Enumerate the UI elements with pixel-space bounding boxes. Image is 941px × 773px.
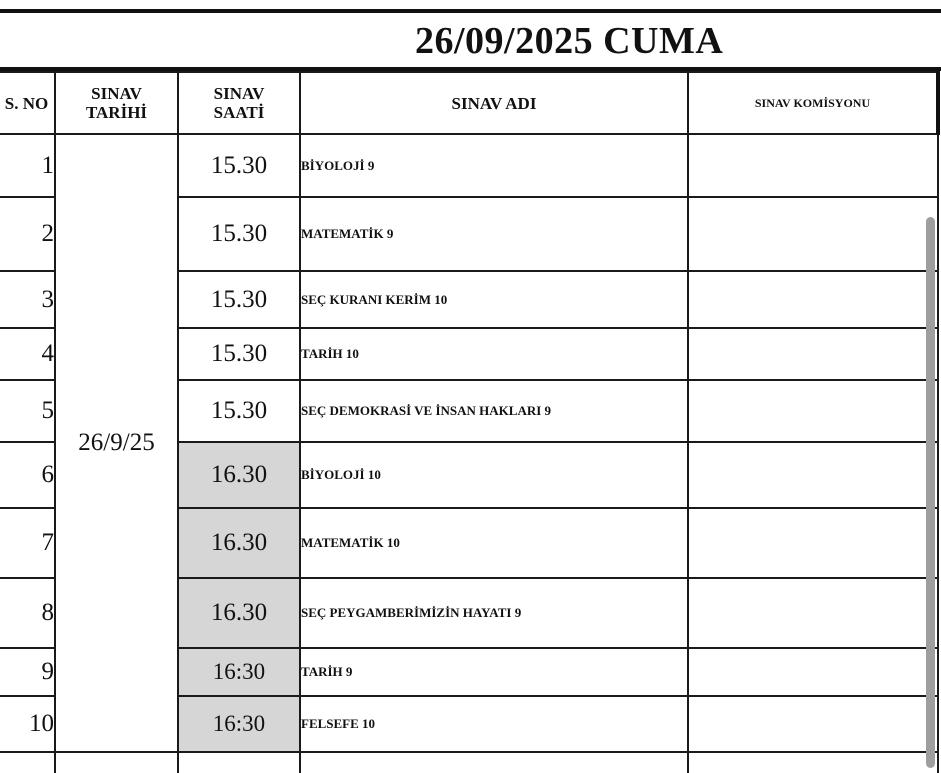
- row-number: 4: [0, 328, 55, 380]
- commission-cell: [688, 508, 938, 578]
- row-number: 10: [0, 696, 55, 752]
- exam-time: 15.30: [178, 271, 300, 328]
- row-number: 3: [0, 271, 55, 328]
- commission-cell: [688, 696, 938, 752]
- commission-cell: [688, 197, 938, 271]
- exam-time: 16.30: [178, 578, 300, 648]
- row-number: 7: [0, 508, 55, 578]
- exam-schedule-table: [0, 71, 940, 773]
- exam-name: TARİH 9: [300, 648, 688, 696]
- exam-name: SEÇ PEYGAMBERİMİZİN HAYATI 9: [300, 578, 688, 648]
- exam-time: 15.30: [178, 328, 300, 380]
- header-row: [0, 72, 938, 134]
- commission-cell: [688, 578, 938, 648]
- header-date-line1: SINAV: [91, 84, 142, 103]
- partial-cell: [688, 752, 938, 773]
- header-date-line2: TARİHİ: [85, 103, 148, 122]
- header-time: [178, 72, 300, 134]
- exam-name: SEÇ KURANI KERİM 10: [300, 271, 688, 328]
- exam-name: FELSEFE 10: [300, 696, 688, 752]
- header-exam-name: SINAV ADI: [300, 72, 688, 134]
- exam-time: 16.30: [178, 442, 300, 508]
- exam-time: 15.30: [178, 380, 300, 442]
- exam-name: MATEMATİK 10: [300, 508, 688, 578]
- exam-name: BİYOLOJİ 10: [300, 442, 688, 508]
- header-date: [55, 72, 178, 134]
- vertical-scrollbar[interactable]: [926, 217, 935, 768]
- header-time-line1: SINAV: [213, 84, 265, 103]
- row-number: 9: [0, 648, 55, 696]
- commission-cell: [688, 134, 938, 197]
- row-number: 8: [0, 578, 55, 648]
- commission-cell: [688, 271, 938, 328]
- header-time-line2: SAATİ: [213, 103, 265, 122]
- exam-time: 15.30: [178, 197, 300, 271]
- header-no: S. NO: [0, 72, 55, 134]
- exam-name: SEÇ DEMOKRASİ VE İNSAN HAKLARI 9: [300, 380, 688, 442]
- exam-time: 16.30: [178, 508, 300, 578]
- title-band: [0, 13, 941, 67]
- exam-time: 16:30: [178, 648, 300, 696]
- table-row: [0, 134, 938, 197]
- commission-cell: [688, 648, 938, 696]
- exam-name: MATEMATİK 9: [300, 197, 688, 271]
- exam-date-cell: 26/9/25: [55, 134, 178, 752]
- exam-time: 16:30: [178, 696, 300, 752]
- partial-cell: [300, 752, 688, 773]
- exam-time: 15.30: [178, 134, 300, 197]
- page-title: 26/09/2025 CUMA: [415, 20, 724, 62]
- exam-name: BİYOLOJİ 9: [300, 134, 688, 197]
- partial-cell: [0, 752, 55, 773]
- header-commission: SINAV KOMİSYONU: [688, 72, 938, 134]
- row-number: 1: [0, 134, 55, 197]
- partial-cell: [55, 752, 178, 773]
- row-number: 5: [0, 380, 55, 442]
- exam-name: TARİH 10: [300, 328, 688, 380]
- commission-cell: [688, 442, 938, 508]
- commission-cell: [688, 380, 938, 442]
- partial-cell: [178, 752, 300, 773]
- commission-cell: [688, 328, 938, 380]
- table-row-partial: [0, 752, 938, 773]
- row-number: 2: [0, 197, 55, 271]
- row-number: 6: [0, 442, 55, 508]
